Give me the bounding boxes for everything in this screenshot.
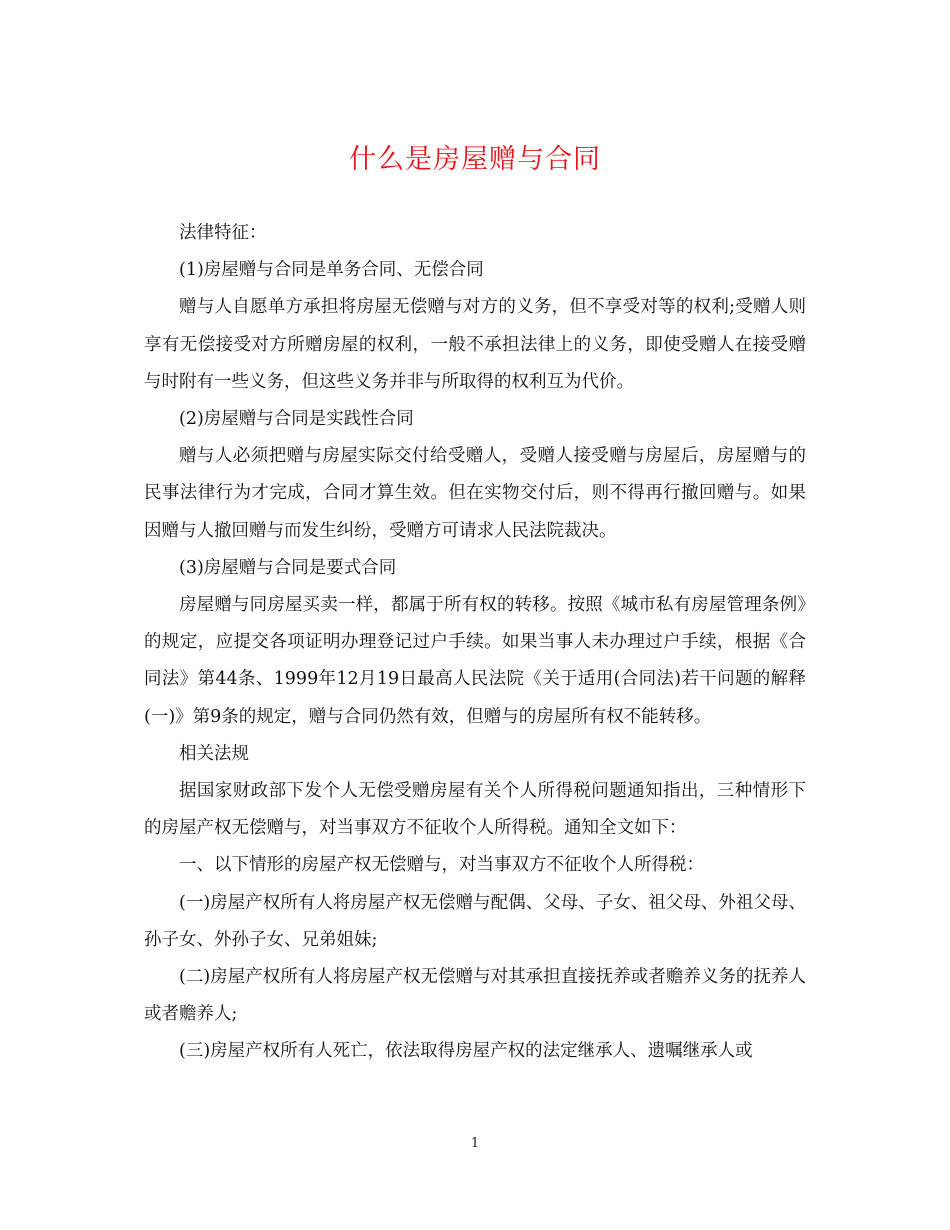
- paragraph-feature-2-heading: (2)房屋赠与合同是实践性合同: [179, 409, 414, 430]
- paragraph-regulation-item-1: 一、以下情形的房屋产权无偿赠与，对当事双方不征收个人所得税：: [179, 855, 704, 876]
- paragraph-legal-features-heading: 法律特征：: [179, 223, 267, 243]
- paragraph-related-regulations-heading: 相关法规: [179, 743, 249, 764]
- paragraph-feature-2-body: 赠与人必须把赠与房屋实际交付给受赠人，受赠人接受赠与房屋后，房屋赠与的民事法律行为才完成，合同才算生效。但在实物交付后，则不得再行撤回赠与。如果因赠与人撤回赠与而发生纠纷，受赠方可请求人民法院裁决。: [144, 446, 806, 541]
- page-number: 1: [470, 1136, 480, 1151]
- paragraph-feature-1-heading: (1)房屋赠与合同是单务合同、无偿合同: [179, 260, 484, 281]
- paragraph-feature-1-body: 赠与人自愿单方承担将房屋无偿赠与对方的义务，但不享受对等的权利;受赠人则享有无偿接受对方所赠房屋的权利，一般不承担法律上的义务，即使受赠人在接受赠与时附有一些义务，但这些义务并非与所取得的权利互为代价。: [144, 297, 806, 392]
- document-body: [144, 215, 806, 1071]
- paragraph-regulation-item-1-b: (二)房屋产权所有人将房屋产权无偿赠与对其承担直接抚养或者赡养义务的抚养人或者赡养人;: [144, 967, 806, 1025]
- paragraph-regulation-item-1-c: (三)房屋产权所有人死亡，依法取得房屋产权的法定继承人、遗嘱继承人或: [179, 1041, 753, 1062]
- paragraph-regulation-item-1-a: (一)房屋产权所有人将房屋产权无偿赠与配偶、父母、子女、祖父母、外祖父母、孙子女、外孙子女、兄弟姐妹;: [144, 892, 806, 950]
- document-title: 什么是房屋赠与合同: [349, 144, 601, 175]
- paragraph-regulation-intro: 据国家财政部下发个人无偿受赠房屋有关个人所得税问题通知指出，三种情形下的房屋产权无偿赠与，对当事双方不征收个人所得税。通知全文如下：: [144, 781, 806, 839]
- paragraph-feature-3-body: 房屋赠与同房屋买卖一样，都属于所有权的转移。按照《城市私有房屋管理条例》的规定，应提交各项证明办理登记过户手续。如果当事人未办理过户手续，根据《合同法》第44条、1999年12月19日最高人民法院《关于适用(合同法)若干问题的解释(一)》第9条的规定，赠与合同仍然有效，但赠与的房屋所有权不能转移。: [144, 595, 806, 727]
- paragraph-feature-3-heading: (3)房屋赠与合同是要式合同: [179, 557, 397, 578]
